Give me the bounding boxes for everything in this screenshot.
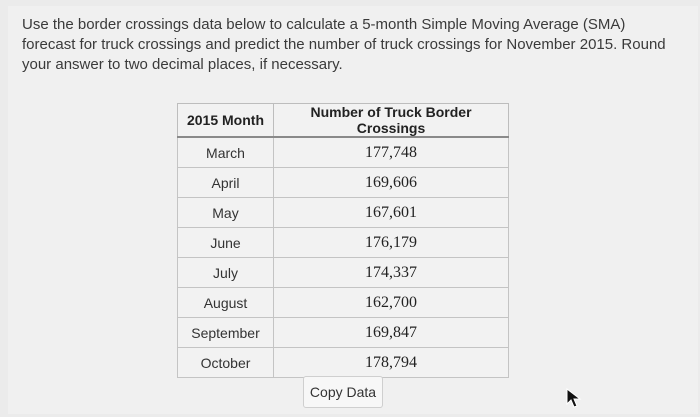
question-text: Use the border crossings data below to calculate a 5-month Simple Moving Average (SMA) forecast for truck crossings and predict the number of truck crossings for November 2015. Round your answer to two decimal places, if necessary. [22,16,666,73]
table-row [178,228,509,258]
header-month: 2015 Month [178,104,274,138]
month-cell: March [178,137,274,168]
table-row [178,318,509,348]
month-cell: September [178,318,274,348]
header-crossings: Number of Truck Border Crossings [274,104,509,138]
copy-data-button[interactable]: Copy Data [303,376,383,408]
table-row [178,348,509,378]
table-row [178,288,509,318]
month-cell: July [178,258,274,288]
crossings-cell: 169,606 [274,168,509,198]
table-row [178,198,509,228]
month-cell: April [178,168,274,198]
table-row [178,137,509,168]
crossings-cell: 178,794 [274,348,509,378]
crossings-cell: 162,700 [274,288,509,318]
crossings-cell: 176,179 [274,228,509,258]
table-row [178,258,509,288]
crossings-cell: 167,601 [274,198,509,228]
crossings-cell: 177,748 [274,137,509,168]
month-cell: June [178,228,274,258]
month-cell: May [178,198,274,228]
crossings-cell: 169,847 [274,318,509,348]
border-crossings-table [177,103,509,378]
crossings-cell: 174,337 [274,258,509,288]
month-cell: August [178,288,274,318]
mouse-pointer-icon [566,388,582,408]
table-row [178,168,509,198]
month-cell: October [178,348,274,378]
table-header-row [178,104,509,138]
